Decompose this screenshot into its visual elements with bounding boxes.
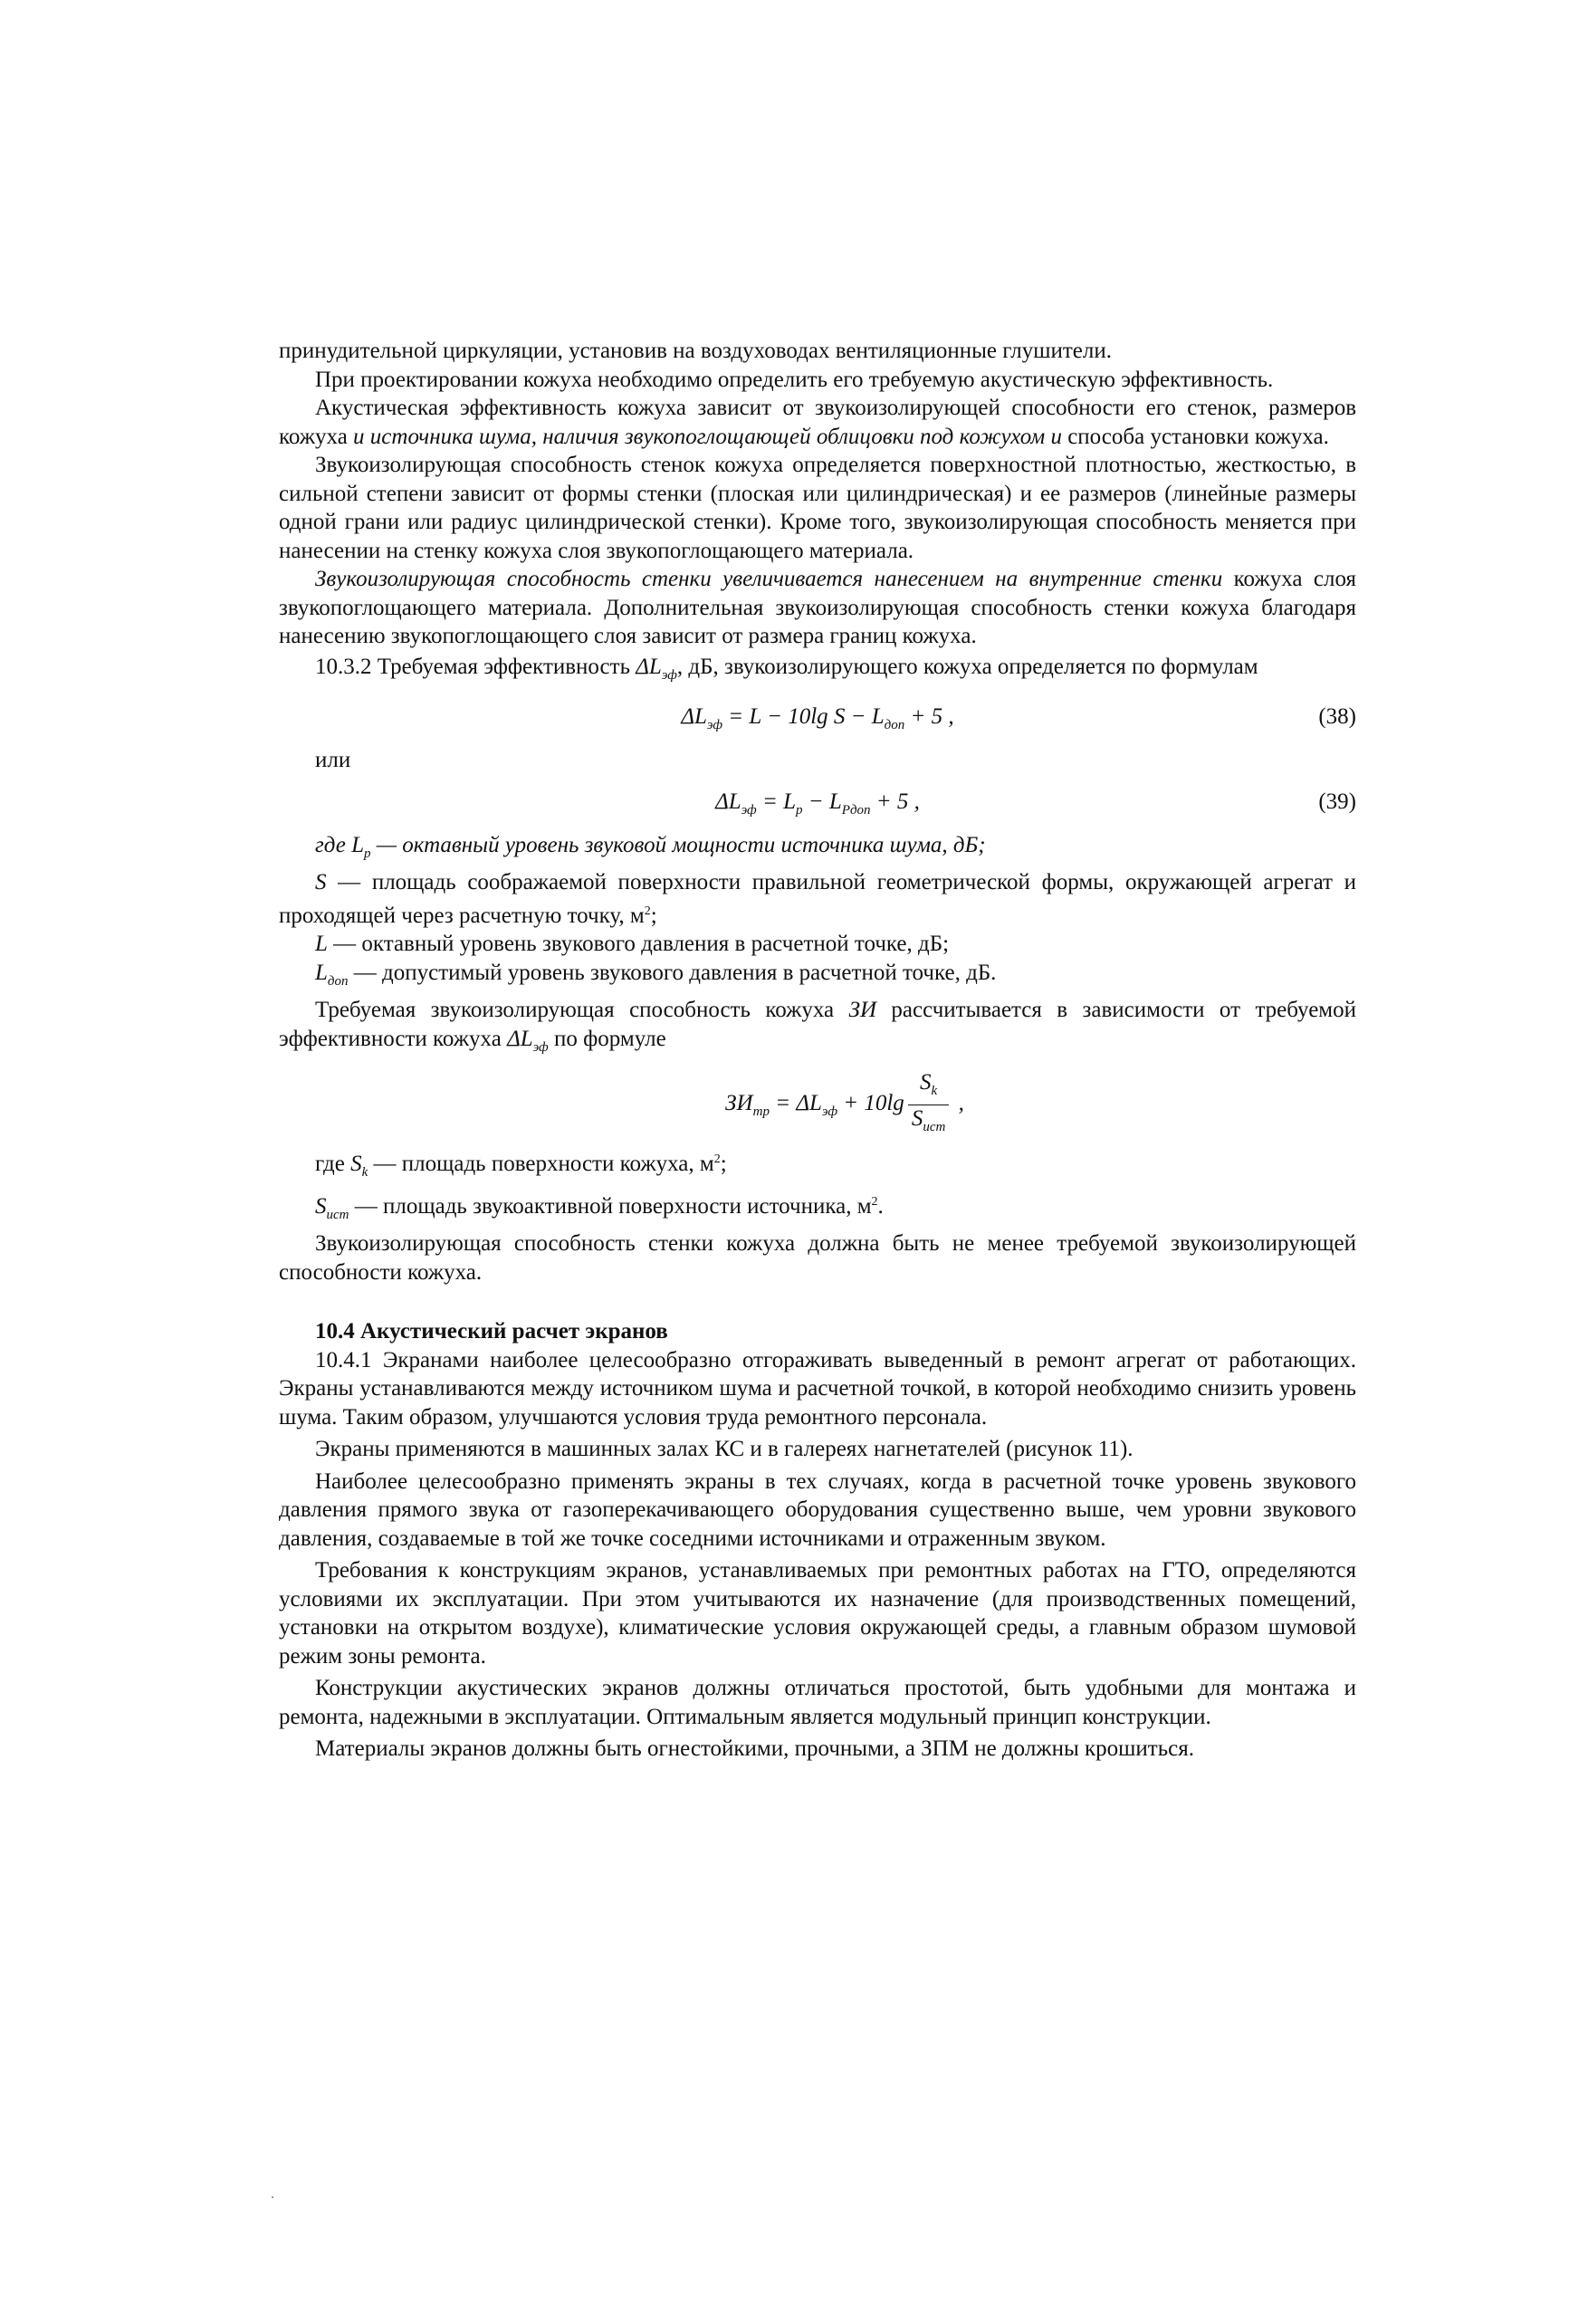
subscript: эф bbox=[706, 718, 722, 732]
paragraph: При проектировании кожуха необходимо определить его требуемую акустическую эффективность. bbox=[315, 367, 1274, 392]
subscript: эф bbox=[532, 1039, 549, 1055]
text-run: рассчитывается в зависимости от требуемой эффективности кожуха bbox=[279, 998, 1357, 1051]
symbol: ЗИ bbox=[725, 1091, 753, 1116]
fraction bbox=[908, 1069, 950, 1141]
italic-run: где bbox=[315, 832, 352, 857]
subscript: эф bbox=[661, 667, 677, 683]
formula-38-expression bbox=[279, 703, 1356, 741]
paragraph: Экраны применяются в машинных залах КС и в галереях нагнетателей (рисунок 11). bbox=[315, 1437, 1134, 1461]
subscript: доп bbox=[884, 718, 905, 732]
subscript: k bbox=[931, 1084, 938, 1098]
formula-number: (39) bbox=[1318, 789, 1356, 814]
text-run: способа установки кожуха. bbox=[1061, 424, 1329, 449]
scan-speck bbox=[272, 2196, 273, 2198]
definition bbox=[279, 1188, 1356, 1230]
definition bbox=[279, 1145, 1356, 1188]
paragraph: Звукоизолирующая способность стенки кожуха должна быть не менее требуемой звукоизолирующей способности кожуха. bbox=[279, 1231, 1356, 1285]
or-label: или bbox=[315, 748, 351, 772]
text-run: = L bbox=[756, 789, 796, 814]
subscript: Pдоп bbox=[841, 802, 871, 818]
fraction-denominator bbox=[908, 1105, 950, 1141]
symbol: S bbox=[315, 870, 327, 894]
text-run: 10.3.2 Требуемая эффективность bbox=[315, 654, 636, 679]
text-run: + 10lg bbox=[837, 1091, 904, 1116]
text-run: по формуле bbox=[548, 1026, 666, 1051]
subscript: p bbox=[363, 846, 371, 861]
text-run: ; bbox=[720, 1152, 727, 1176]
text-run: — площадь звукоактивной поверхности источника, м bbox=[349, 1193, 872, 1219]
paragraph-10-3-2 bbox=[279, 653, 1356, 691]
symbol: ΔL bbox=[715, 789, 741, 814]
paragraph bbox=[279, 394, 1356, 451]
text-run: кожуха слоя звукопоглощающего материала. Дополнительная звукоизолирующая способность стенки кожуха благодаря нанесению звукопоглощающего слоя зависит от размера границ кожуха. bbox=[279, 567, 1356, 648]
formula-38 bbox=[279, 695, 1356, 742]
symbol: L bbox=[315, 960, 328, 985]
definition bbox=[279, 868, 1356, 930]
superscript: 2 bbox=[871, 1194, 878, 1209]
italic-run: и источника шума, наличия звукопоглощающей облицовки под кожухом и bbox=[353, 424, 1062, 449]
subscript: эф bbox=[741, 802, 757, 818]
definition bbox=[279, 959, 1356, 997]
paragraph: Звукоизолирующая способность стенок кожуха определяется поверхностной плотностью, жесткостью, в сильной степени зависит от формы стенки (плоская или цилиндрическая) и ее размеров (линейные размеры одной грани или радиус цилиндрической стенки). Кроме того, звукоизолирующая способность меняется при нанесении на стенку кожуха слоя звукопоглощающего материала. bbox=[279, 453, 1356, 563]
symbol: S bbox=[919, 1070, 932, 1095]
subscript: p bbox=[796, 802, 803, 818]
text-run: ; bbox=[650, 903, 657, 928]
text-run: − L bbox=[802, 789, 842, 814]
formula-zi bbox=[333, 1062, 1356, 1145]
symbol: S bbox=[315, 1193, 327, 1219]
paragraph bbox=[279, 565, 1356, 651]
superscript: 2 bbox=[713, 1152, 721, 1166]
subscript: k bbox=[361, 1165, 368, 1180]
superscript: 2 bbox=[644, 904, 651, 918]
text-run: — площадь поверхности кожуха, м bbox=[368, 1152, 714, 1176]
text-run: , дБ, звукоизолирующего кожуха определяется по формулам bbox=[676, 654, 1258, 679]
text-run: — октавный уровень звукового давления в расчетной точке, дБ; bbox=[327, 932, 950, 956]
subscript: доп bbox=[327, 973, 349, 989]
italic-run: — октавный уровень звуковой мощности источника шума, дБ; bbox=[370, 832, 986, 857]
symbol: ΔL bbox=[636, 654, 662, 679]
symbol: ΔL bbox=[681, 704, 707, 729]
text-run: Акустическая эффективность кожуха зависит от звукоизолирующей способности его стенок, размеров кожуха bbox=[279, 396, 1356, 449]
definition bbox=[279, 930, 1356, 959]
text-run: — площадь соображаемой поверхности правильной геометрической формы, окружающей агрегат и проходящей через расчетную точку, м bbox=[279, 870, 1356, 928]
symbol: S bbox=[911, 1106, 923, 1131]
paragraph: Требования к конструкциям экранов, устанавливаемых при ремонтных работах на ГТО, определяются условиями их эксплуатации. При этом учитываются их назначение (для производственных помещений, установки на открытом воздухе), климатические условия окружающей среды, а главным образом шумовой режим зоны ремонта. bbox=[279, 1558, 1356, 1669]
paragraph bbox=[279, 996, 1356, 1062]
page-content bbox=[279, 337, 1356, 1764]
text-run: , bbox=[952, 1091, 964, 1116]
paragraph-10-4-1: 10.4.1 Экранами наиболее целесообразно отгораживать выведенный в ремонт агрегат от работающих. Экраны устанавливаются между источником шума и расчетной точкой, в которой необходимо снизить уровень шума. Таким образом, улучшаются условия труда ремонтного персонала. bbox=[279, 1347, 1356, 1430]
subscript: тр bbox=[752, 1105, 770, 1120]
subscript: ист bbox=[923, 1120, 946, 1134]
italic-run: Звукоизолирующая способность стенки увеличивается нанесением на внутренние стенки bbox=[315, 567, 1223, 591]
section-heading-10-4: 10.4 Акустический расчет экранов bbox=[315, 1319, 668, 1344]
symbol: L bbox=[351, 832, 364, 857]
text-run: — допустимый уровень звукового давления в расчетной точке, дБ. bbox=[348, 960, 997, 985]
paragraph: Материалы экранов должны быть огнестойкими, прочными, а ЗПМ не должны крошиться. bbox=[315, 1736, 1194, 1761]
fraction-numerator bbox=[908, 1069, 950, 1105]
symbol: S bbox=[350, 1152, 362, 1176]
paragraph: Конструкции акустических экранов должны отличаться простотой, быть удобными для монтажа и ремонта, надежными в эксплуатации. Оптимальным является модульный принцип конструкции. bbox=[279, 1676, 1356, 1729]
text-run: + 5 , bbox=[870, 789, 920, 814]
text-run: = ΔL bbox=[769, 1091, 822, 1116]
paragraph: Наиболее целесообразно применять экраны в тех случаях, когда в расчетной точке уровень звукового давления прямого звука от газоперекачивающего оборудования существенно выше, чем уровни звукового давления, создаваемые в той же точке соседними источниками и отраженным звуком. bbox=[279, 1468, 1356, 1551]
subscript: ист bbox=[326, 1207, 349, 1222]
symbol: L bbox=[315, 932, 328, 956]
symbol: ΔL bbox=[507, 1026, 533, 1051]
text-run: где bbox=[315, 1152, 351, 1176]
text-run: = L − 10lg S − L bbox=[722, 704, 885, 729]
symbol: ЗИ bbox=[848, 998, 876, 1022]
subscript: эф bbox=[821, 1105, 837, 1120]
text-run: . bbox=[877, 1193, 884, 1219]
formula-39 bbox=[279, 780, 1356, 827]
text-run: + 5 , bbox=[904, 704, 954, 729]
formula-number: (38) bbox=[1318, 704, 1356, 729]
formula-39-expression bbox=[279, 788, 1356, 826]
text-run: Требуемая звукоизолирующая способность кожуха bbox=[315, 998, 849, 1022]
paragraph-continuation: принудительной циркуляции, установив на воздуховодах вентиляционные глушители. bbox=[279, 339, 1112, 363]
definition bbox=[279, 831, 1356, 869]
